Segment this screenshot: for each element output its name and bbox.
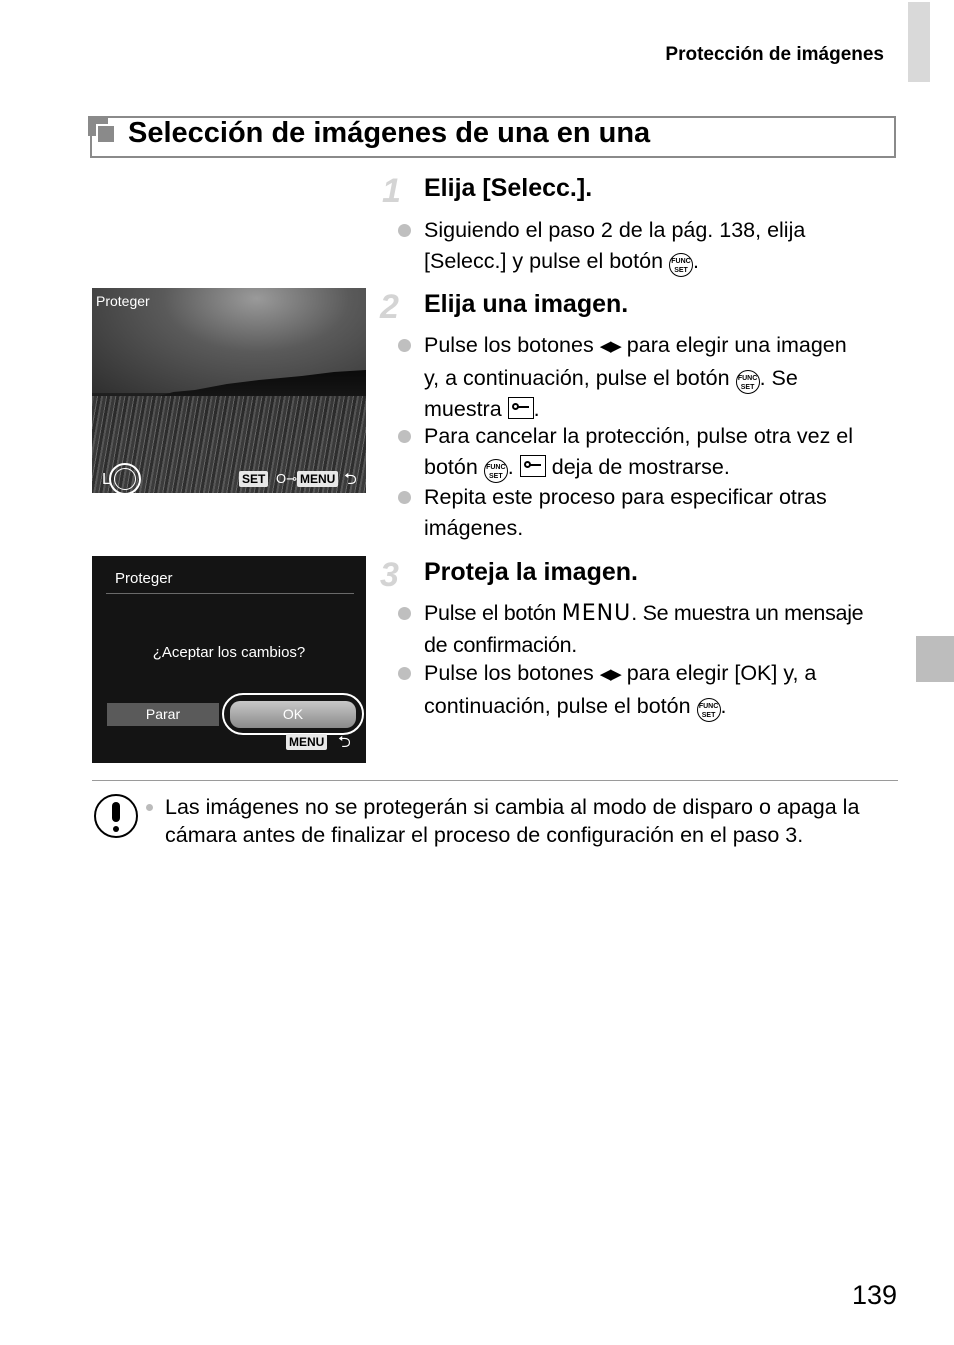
ok-button: OK xyxy=(230,701,356,728)
camera-screen-confirm xyxy=(92,556,366,763)
key-icon: O⊸ xyxy=(276,471,298,486)
func-set-icon: FUNC SET xyxy=(484,459,508,483)
menu-button-glyph: MENU xyxy=(561,601,632,626)
screen2-label: Proteger xyxy=(115,570,173,587)
screen2-divider xyxy=(106,593,354,594)
step-number-1: 1 xyxy=(382,172,401,210)
protect-indicator-inner xyxy=(114,468,136,490)
key-icon xyxy=(508,397,534,419)
step2-bullet-1: Pulse los botones ◀▶ para elegir una imagen y, a continuación, pulse el botón FUNC SET . Se muestra . xyxy=(398,330,898,424)
key-icon xyxy=(520,455,546,477)
left-right-arrows-icon: ◀▶ xyxy=(599,338,621,355)
stop-button: Parar xyxy=(107,703,219,726)
section-icon-overlay xyxy=(96,124,114,142)
camera-screen-protect-select xyxy=(92,288,366,493)
screen1-label: Proteger xyxy=(96,293,150,309)
step-number-3: 3 xyxy=(380,556,399,594)
step-number-2: 2 xyxy=(380,288,399,326)
menu-button-tag: MENU xyxy=(286,734,327,750)
page-number: 139 xyxy=(852,1280,898,1310)
bullet-dot xyxy=(398,607,411,620)
menu-button-tag: MENU xyxy=(297,471,338,487)
left-right-arrows-icon: ◀▶ xyxy=(599,666,621,683)
note-divider xyxy=(92,780,898,781)
func-set-icon: FUNC SET xyxy=(669,253,693,277)
return-icon: ⮌ xyxy=(338,734,351,751)
bullet-dot xyxy=(398,224,411,237)
set-button-tag: SET xyxy=(239,471,268,487)
step1-bullet-1: Siguiendo el paso 2 de la pág. 138, elija [Selecc.] y pulse el botón FUNC SET . xyxy=(398,215,898,277)
screen1-l-mark: L xyxy=(102,471,111,488)
bullet-dot xyxy=(398,491,411,504)
bullet-dot xyxy=(398,430,411,443)
step-title-2: Elija una imagen. xyxy=(424,290,629,318)
caution-icon xyxy=(94,794,138,838)
chapter-tab-marker xyxy=(916,636,954,682)
confirm-question: ¿Aceptar los cambios? xyxy=(152,644,306,661)
step-title-3: Proteja la imagen. xyxy=(424,558,638,586)
step3-bullet-2: Pulse los botones ◀▶ para elegir [OK] y, a continuación, pulse el botón FUNC SET . xyxy=(398,658,898,722)
caution-note: Las imágenes no se protegerán si cambia al modo de disparo o apaga la cámara antes de finalizar el proceso de configuración en el paso 3. xyxy=(146,793,886,849)
header-tab-marker xyxy=(908,2,930,82)
step-title-1: Elija [Selecc.]. xyxy=(424,174,593,202)
bullet-dot xyxy=(398,339,411,352)
step3-bullet-1: Pulse el botón MENU. Se muestra un mensaje de confirmación. xyxy=(398,598,898,660)
return-icon: ⮌ xyxy=(344,471,357,488)
func-set-icon: FUNC SET xyxy=(736,370,760,394)
step2-bullet-3: Repita este proceso para especificar otras imágenes. xyxy=(398,482,898,543)
bullet-dot xyxy=(146,804,153,811)
section-title: Selección de imágenes de una en una xyxy=(128,117,651,149)
func-set-icon: FUNC SET xyxy=(697,698,721,722)
step2-bullet-2: Para cancelar la protección, pulse otra vez el botón FUNC SET . deja de mostrarse. xyxy=(398,421,898,483)
bullet-dot xyxy=(398,667,411,680)
running-header: Protección de imágenes xyxy=(665,44,884,65)
